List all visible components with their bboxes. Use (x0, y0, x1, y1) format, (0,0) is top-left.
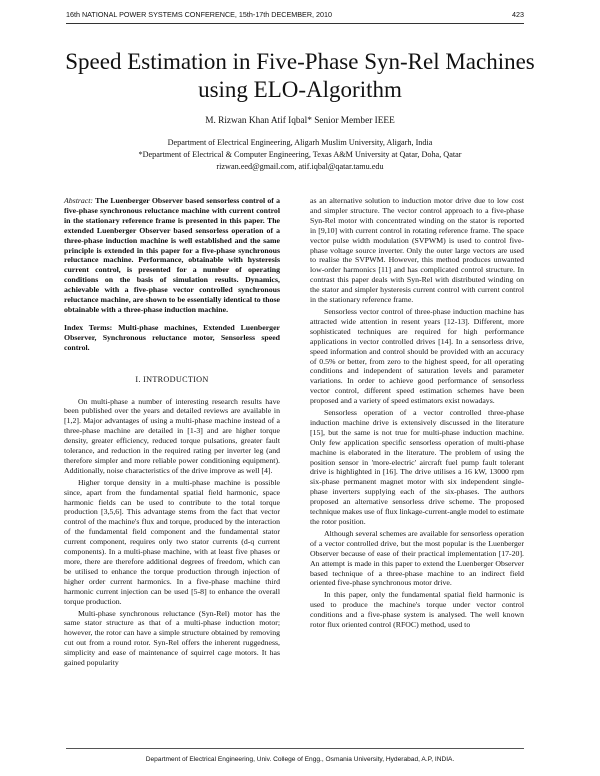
abstract (64, 196, 280, 315)
abstract-text: The Luenberger Observer based sensorless control of a five-phase synchronous reluctance machine with current control in the stationary reference frame is presented in this paper. The extended Luenberger Observer based sensorless operation of a three-phase induction machine is well established and the same principle is extended in this paper for a five-phase synchronous reluctance machine. Performance, obtainable with hysteresis current control, is presented for a number of operating conditions on the basis of simulation results. Dynamics, achievable with a five-phase vector controlled synchronous reluctance machine, are shown to be essentially identical to those obtainable with a three-phase induction machine. (64, 196, 280, 314)
paragraph: In this paper, only the fundamental spatial field harmonic is used to produce the machine's torque under vector control conditions and a five-phase system is analysed. The well known rotor flux oriented control (RFOC) method, used to (310, 590, 524, 630)
paragraph: Multi-phase synchronous reluctance (Syn-Rel) motor has the same stator structure as that of a multi-phase induction motor; however, the rotor can have a simple structure obtained by removing cut out from a round rotor. Syn-Rel offers the inherent ruggedness, simplicity and ease of maintenance of squirrel cage motors. It has gained popularity (64, 608, 280, 668)
footer-rule (66, 748, 524, 749)
header-rule (66, 23, 524, 24)
paper-title (0, 48, 600, 104)
index-terms: Index Terms: Multi-phase machines, Extended Luenberger Observer, Synchronous reluctance motor, Sensorless speed control. (64, 322, 280, 352)
paragraph: On multi-phase a number of interesting research results have been published over the years and detailed reviews are available in [1,2]. Major advantages of using a multi-phase machine instead of a three-phase machine are detailed in [1-3] and are higher torque density, greater efficiency, reduced torque pulsations, greater fault tolerance, and reduction in the required rating per inverter leg (and therefore simpler and more reliable power conditioning equipment). Additionally, noise characteristics of the drive improve as well [4]. (64, 396, 280, 475)
left-column (64, 196, 280, 668)
title-line-1: Speed Estimation in Five-Phase Syn-Rel Machines (65, 49, 535, 74)
affiliation-1: Department of Electrical Engineering, Aligarh Muslim University, Aligarh, India (167, 138, 433, 147)
title-line-2: using ELO-Algorithm (198, 77, 402, 102)
abstract-label: Abstract: (64, 196, 94, 205)
paragraph: Sensorless vector control of three-phase induction machine has attracted wide attention in resent years [12-13]. Different, more sophisticated techniques are required for high performance applications in vector controlled drives [14]. In a sensorless drive, speed information and control should be provided with an accuracy of 0.5% or better, from zero to the highest speed, for all operating conditions and independent of saturation levels and parameter variations. In order to achieve good performance of sensorless vector control, different speed estimation schemes have been proposed and a variety of speed estimators exist nowadays. (310, 306, 524, 406)
authors: M. Rizwan Khan Atif Iqbal* Senior Member IEEE (205, 116, 395, 126)
paragraph: as an alternative solution to induction motor drive due to low cost and simpler structure. The vector control approach to a five-phase Syn-Rel motor with concentrated winding on the stator is reported in [9,10] with current control in rotating reference frame. The space vector pulse width modulation (SVPWM) is used to control five-phase voltage source inverter. Only the outer large vectors are used to realise the SVPWM. However, this method produces unwanted low-order harmonics [11] and has complicated control structure. In contrast this paper deals with Syn-Rel with distributed winding on the stator and simpler hysteresis current control with current control in the stationary reference frame. (310, 196, 524, 305)
paragraph: Sensorless operation of a vector controlled three-phase induction machine drive is extensively discussed in the literature [15], but the same is not true for multi-phase induction machine. Only few application specific sensorless operation of multi-phase machine is elaborated in the literature. The problem of using the position sensor in 'more-electric' aircraft fuel pump fault tolerant drive is highlighted in [16]. The drive utilises a 16 kW, 13000 rpm six-phase permanent magnet motor with six independent single-phase inverters supplying each of the six-phases. The authors proposed an alternative sensorless drive scheme. The proposed technique makes use of flux linkage-current-angle model to estimate the rotor position. (310, 408, 524, 526)
paragraph: Higher torque density in a multi-phase machine is possible since, apart from the fundamental spatial field harmonic, space harmonic fields can be used to contribute to the total torque production [3,5,6]. This advantage stems from the fact that vector control of the machine's flux and torque, produced by the interaction of the fundamental field component and the fundamental stator current component, requires only two stator currents (d-q current components). In a multi-phase machine, with at least five phases or more, there are therefore additional degrees of freedom, which can be utilised to enhance the torque production through injection of higher order current harmonics. In a five-phase machine third harmonic current injection can be used [5-8] to enhance the overall torque production. (64, 477, 280, 606)
paragraph: Although several schemes are available for sensorless operation of a vector controlled drive, but the most popular is the Luenberger Observer because of ease of their practical implementation [17-20]. An attempt is made in this paper to extend the Luenberger Observer based technique of a three-phase machine to an indirect field oriented five-phase synchronous motor drive. (310, 528, 524, 588)
running-header (66, 10, 524, 22)
section-heading-introduction: I. INTRODUCTION (135, 374, 209, 384)
right-column (310, 196, 524, 630)
conference-name: 16th NATIONAL POWER SYSTEMS CONFERENCE, 15th-17th DECEMBER, 2010 (66, 10, 333, 19)
affiliations (0, 137, 600, 173)
author-emails: rizwan.eed@gmail.com, atif.iqbal@qatar.tamu.edu (216, 162, 384, 171)
page-number: 423 (512, 10, 524, 19)
affiliation-2: *Department of Electrical & Computer Engineering, Texas A&M University at Qatar, Doha, Qatar (138, 150, 462, 159)
page-footer: Department of Electrical Engineering, Univ. College of Engg., Osmania University, Hyderabad, A.P, INDIA. (145, 756, 455, 763)
